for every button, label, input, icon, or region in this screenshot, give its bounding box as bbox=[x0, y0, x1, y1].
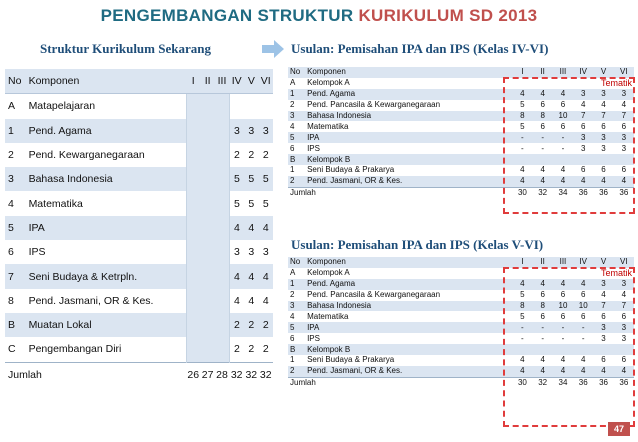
row-label: Matematika bbox=[307, 311, 349, 321]
row-label: Seni Budaya & Prakarya bbox=[307, 165, 395, 175]
cell-value: - bbox=[581, 333, 585, 343]
cell-value: 5 bbox=[520, 290, 525, 300]
row-label: Pend. Agama bbox=[305, 89, 512, 100]
cell-value: 3 bbox=[573, 132, 593, 143]
cell-value: 4 bbox=[593, 176, 613, 187]
column-header: II bbox=[533, 257, 553, 268]
cell-value: 3 bbox=[601, 333, 606, 343]
cell-value: 5 bbox=[520, 100, 525, 110]
right2-heading-paren: (Kelas V-VI) bbox=[473, 237, 544, 252]
cell-value: 4 bbox=[512, 366, 532, 377]
cell-value: 8 bbox=[512, 301, 532, 312]
left-heading: Struktur Kurikulum Sekarang bbox=[40, 41, 211, 56]
row-label: Pend. Kewarganegaraan bbox=[28, 149, 145, 162]
cell-value: 4 bbox=[540, 355, 545, 365]
current-structure-table bbox=[5, 69, 273, 387]
cell-value: 10 bbox=[553, 111, 573, 122]
cell-value: 5 bbox=[244, 167, 258, 191]
column-header: No bbox=[288, 67, 305, 78]
cell-value: 4 bbox=[244, 216, 258, 240]
column-header: No bbox=[288, 257, 305, 268]
cell-value: - bbox=[541, 143, 544, 153]
cell-value: 6 bbox=[581, 165, 586, 175]
row-number: 1 bbox=[288, 279, 305, 290]
cell-value: - bbox=[553, 322, 573, 333]
cell-value: 5 bbox=[234, 197, 240, 210]
cell-value bbox=[259, 94, 273, 119]
cell-value: 8 bbox=[533, 301, 553, 312]
table-row bbox=[5, 94, 273, 119]
row-number: A bbox=[290, 78, 296, 88]
cell-value: 6 bbox=[560, 290, 566, 300]
column-header: III bbox=[215, 69, 229, 94]
slide-title-part2: KURIKULUM SD 2013 bbox=[358, 6, 538, 25]
row-label: Bahasa Indonesia bbox=[305, 301, 512, 312]
cell-value: 3 bbox=[581, 143, 586, 153]
cell-value: 6 bbox=[560, 100, 566, 110]
cell-value: 6 bbox=[540, 290, 545, 300]
highlight-box bbox=[503, 77, 635, 214]
cell-value: - bbox=[512, 322, 532, 333]
column-header: VI bbox=[259, 69, 273, 94]
cell-value: 4 bbox=[593, 366, 613, 377]
cell-value: 4 bbox=[540, 165, 545, 175]
cell-value: 4 bbox=[601, 100, 606, 110]
table-header-row bbox=[5, 69, 273, 94]
cell-value: 4 bbox=[621, 100, 627, 110]
row-label: Muatan Lokal bbox=[26, 313, 186, 337]
cell-value: 3 bbox=[262, 246, 269, 259]
table-row bbox=[5, 337, 273, 362]
total-value: 36 bbox=[614, 377, 634, 388]
cell-value: 4 bbox=[262, 294, 269, 307]
row-label: Bahasa Indonesia bbox=[26, 167, 186, 191]
column-header: Komponen bbox=[305, 257, 512, 268]
table-row bbox=[5, 240, 273, 264]
row-number: 1 bbox=[290, 355, 295, 365]
row-number: 2 bbox=[290, 100, 295, 110]
column-header: Komponen bbox=[26, 69, 186, 94]
total-value: 32 bbox=[244, 362, 258, 387]
highlight-box bbox=[503, 267, 635, 427]
cell-value: 4 bbox=[614, 366, 634, 377]
cell-value: 3 bbox=[259, 119, 273, 143]
cell-value: 4 bbox=[573, 176, 593, 187]
row-number: 2 bbox=[290, 290, 295, 300]
row-label: Kelompok A bbox=[307, 268, 350, 278]
row-number: 3 bbox=[288, 111, 305, 122]
row-label: IPS bbox=[307, 143, 320, 153]
right2-heading-main: Usulan: Pemisahan IPA dan IPS bbox=[291, 237, 470, 252]
column-header: IV bbox=[573, 257, 593, 268]
cell-value: - bbox=[561, 143, 565, 153]
row-label: Seni Budaya & Ketrpln. bbox=[26, 264, 186, 288]
cell-value: 3 bbox=[614, 132, 634, 143]
row-label: IPS bbox=[307, 333, 320, 343]
cell-value: 4 bbox=[581, 355, 586, 365]
cell-value: 3 bbox=[248, 246, 255, 259]
cell-value: 3 bbox=[593, 89, 613, 100]
cell-value: 6 bbox=[560, 311, 566, 321]
right1-heading bbox=[291, 41, 548, 57]
cell-value: - bbox=[561, 333, 565, 343]
column-header: II bbox=[533, 67, 553, 78]
table-row bbox=[5, 191, 273, 215]
row-label: Pend. Agama bbox=[305, 279, 512, 290]
cell-value: 2 bbox=[259, 313, 273, 337]
slide-title bbox=[0, 6, 638, 26]
right1-heading-paren: (Kelas IV-VI) bbox=[473, 41, 549, 56]
cell-value: 3 bbox=[614, 322, 634, 333]
cell-value: 4 bbox=[512, 89, 532, 100]
tematik-label: Tematik bbox=[600, 268, 632, 279]
cell-value: 4 bbox=[553, 279, 573, 290]
row-label: IPA bbox=[305, 132, 512, 143]
cell-value: - bbox=[521, 333, 524, 343]
column-header: VI bbox=[614, 67, 634, 78]
table-row bbox=[5, 289, 273, 313]
row-number: 7 bbox=[5, 264, 26, 288]
cell-value: 6 bbox=[601, 311, 606, 321]
cell-value: 4 bbox=[248, 294, 255, 307]
cell-value: 4 bbox=[560, 165, 566, 175]
total-value: 34 bbox=[553, 377, 573, 388]
total-value: 26 bbox=[186, 362, 200, 387]
total-value: 30 bbox=[512, 377, 532, 388]
row-number: B bbox=[288, 154, 305, 165]
cell-value: 4 bbox=[533, 176, 553, 187]
row-number: B bbox=[288, 344, 305, 355]
row-label: Pend. Jasmani, OR & Kes. bbox=[305, 176, 512, 187]
total-value: 28 bbox=[215, 362, 229, 387]
cell-value: 4 bbox=[621, 290, 627, 300]
total-value: 32 bbox=[259, 362, 273, 387]
cell-value: 3 bbox=[614, 279, 634, 290]
cell-value: - bbox=[541, 333, 544, 343]
cell-value: 3 bbox=[593, 132, 613, 143]
column-header: I bbox=[186, 69, 200, 94]
cell-value: 8 bbox=[533, 111, 553, 122]
row-label: Kelompok A bbox=[307, 78, 350, 88]
row-number: 6 bbox=[290, 333, 295, 343]
row-number: 8 bbox=[8, 294, 14, 307]
cell-value: 4 bbox=[560, 355, 566, 365]
row-label: Seni Budaya & Prakarya bbox=[307, 355, 395, 365]
total-value: 30 bbox=[512, 187, 532, 198]
row-label: Matematika bbox=[307, 121, 349, 131]
cell-value: 4 bbox=[520, 165, 525, 175]
cell-value: 7 bbox=[593, 301, 613, 312]
column-header: No bbox=[5, 69, 26, 94]
cell-value: - bbox=[553, 132, 573, 143]
row-label: IPA bbox=[26, 216, 186, 240]
column-header: III bbox=[553, 257, 573, 268]
cell-value: 4 bbox=[573, 279, 593, 290]
row-label: IPA bbox=[305, 322, 512, 333]
cell-value: 6 bbox=[581, 290, 586, 300]
cell-value: 4 bbox=[533, 279, 553, 290]
column-header: V bbox=[593, 67, 613, 78]
cell-value: 2 bbox=[262, 343, 269, 356]
cell-value: 3 bbox=[593, 322, 613, 333]
row-number: 4 bbox=[290, 121, 295, 131]
cell-value: 4 bbox=[512, 279, 532, 290]
total-value: 27 bbox=[200, 362, 214, 387]
cell-value: 5 bbox=[520, 121, 525, 131]
row-number: 5 bbox=[288, 322, 305, 333]
row-label: Kelompok B bbox=[305, 344, 512, 355]
cell-value: 2 bbox=[248, 149, 255, 162]
row-number: A bbox=[8, 100, 16, 113]
row-label: Pend. Agama bbox=[26, 119, 186, 143]
cell-value: 2 bbox=[229, 313, 244, 337]
row-number: 4 bbox=[8, 197, 14, 210]
row-label: Pengembangan Diri bbox=[28, 343, 122, 356]
cell-value: 2 bbox=[262, 149, 269, 162]
table-row bbox=[5, 216, 273, 240]
total-value: 32 bbox=[229, 362, 244, 387]
cell-value: 4 bbox=[573, 366, 593, 377]
cell-value: 4 bbox=[229, 216, 244, 240]
row-number: 3 bbox=[288, 301, 305, 312]
cell-value: 2 bbox=[248, 343, 255, 356]
row-label: Pend. Jasmani, OR & Kes. bbox=[305, 366, 512, 377]
row-label: Pend. Pancasila & Kewarganegaraan bbox=[307, 100, 441, 110]
cell-value: 4 bbox=[520, 355, 525, 365]
cell-value: 6 bbox=[621, 121, 627, 131]
row-label: Bahasa Indonesia bbox=[305, 111, 512, 122]
tematik-label: Tematik bbox=[600, 78, 632, 89]
row-label: IPS bbox=[28, 246, 46, 259]
cell-value: 6 bbox=[540, 100, 545, 110]
table-row bbox=[5, 143, 273, 167]
column-header: IV bbox=[229, 69, 244, 94]
cell-value: - bbox=[533, 322, 553, 333]
cell-value: 4 bbox=[601, 290, 606, 300]
cell-value: 5 bbox=[259, 167, 273, 191]
cell-value: 10 bbox=[573, 301, 593, 312]
cell-value: 3 bbox=[593, 279, 613, 290]
total-value: 32 bbox=[533, 187, 553, 198]
cell-value: 7 bbox=[614, 301, 634, 312]
cell-value: 4 bbox=[533, 89, 553, 100]
slide-title-part1: PENGEMBANGAN STRUKTUR bbox=[100, 6, 354, 25]
cell-value: 3 bbox=[601, 143, 606, 153]
row-number: 1 bbox=[288, 89, 305, 100]
cell-value: 4 bbox=[553, 366, 573, 377]
column-header: VI bbox=[614, 257, 634, 268]
column-header: V bbox=[593, 257, 613, 268]
cell-value: 4 bbox=[259, 264, 273, 288]
cell-value: 3 bbox=[621, 333, 627, 343]
row-number: 1 bbox=[5, 119, 26, 143]
cell-value: 3 bbox=[234, 246, 240, 259]
row-number: 6 bbox=[290, 143, 295, 153]
cell-value: 4 bbox=[553, 176, 573, 187]
cell-value: 6 bbox=[560, 121, 566, 131]
cell-value: 7 bbox=[614, 111, 634, 122]
table-row bbox=[5, 264, 273, 288]
total-label: Jumlah bbox=[288, 187, 512, 198]
row-number: 2 bbox=[8, 149, 14, 162]
row-label: Matematika bbox=[28, 197, 83, 210]
cell-value: 4 bbox=[581, 100, 586, 110]
column-header: I bbox=[512, 67, 532, 78]
total-value: 36 bbox=[573, 377, 593, 388]
cell-value: 4 bbox=[614, 176, 634, 187]
total-value: 36 bbox=[614, 187, 634, 198]
row-number: C bbox=[8, 343, 16, 356]
cell-value: 3 bbox=[229, 119, 244, 143]
column-header: Komponen bbox=[305, 67, 512, 78]
cell-value: 10 bbox=[553, 301, 573, 312]
cell-value: 6 bbox=[601, 355, 606, 365]
table-row bbox=[5, 119, 273, 143]
cell-value: 3 bbox=[573, 89, 593, 100]
row-number: 5 bbox=[5, 216, 26, 240]
cell-value: 3 bbox=[614, 89, 634, 100]
cell-value: 3 bbox=[621, 143, 627, 153]
cell-value: 6 bbox=[601, 165, 606, 175]
total-label: Jumlah bbox=[288, 377, 512, 388]
total-value: 36 bbox=[573, 187, 593, 198]
cell-value: 5 bbox=[248, 197, 255, 210]
cell-value: 4 bbox=[512, 176, 532, 187]
row-number: B bbox=[5, 313, 26, 337]
cell-value bbox=[229, 94, 244, 119]
cell-value: 8 bbox=[512, 111, 532, 122]
page-number: 47 bbox=[608, 422, 630, 436]
cell-value: 4 bbox=[533, 366, 553, 377]
total-value: 34 bbox=[553, 187, 573, 198]
row-label: Pend. Pancasila & Kewarganegaraan bbox=[307, 290, 441, 300]
row-number: 4 bbox=[290, 311, 295, 321]
column-header: I bbox=[512, 257, 532, 268]
cell-value: - bbox=[573, 322, 593, 333]
cell-value: 6 bbox=[581, 311, 586, 321]
row-number: 2 bbox=[288, 176, 305, 187]
row-number: 3 bbox=[5, 167, 26, 191]
cell-value: 3 bbox=[244, 119, 258, 143]
column-header: III bbox=[553, 67, 573, 78]
row-label: Matapelajaran bbox=[28, 100, 96, 113]
cell-value: 6 bbox=[581, 121, 586, 131]
cell-value: 5 bbox=[262, 197, 269, 210]
cell-value: 4 bbox=[244, 264, 258, 288]
cell-value bbox=[244, 94, 258, 119]
cell-value: 6 bbox=[621, 355, 627, 365]
cell-value: 6 bbox=[540, 121, 545, 131]
table-row bbox=[5, 167, 273, 191]
cell-value: 6 bbox=[601, 121, 606, 131]
cell-value: 4 bbox=[229, 264, 244, 288]
total-value: 32 bbox=[533, 377, 553, 388]
cell-value: 5 bbox=[229, 167, 244, 191]
row-number: 1 bbox=[290, 165, 295, 175]
cell-value: 7 bbox=[593, 111, 613, 122]
column-header: II bbox=[200, 69, 214, 94]
column-header: V bbox=[244, 69, 258, 94]
row-number: A bbox=[290, 268, 296, 278]
cell-value: 2 bbox=[234, 149, 240, 162]
cell-value: 7 bbox=[573, 111, 593, 122]
cell-value: 2 bbox=[244, 313, 258, 337]
row-label: Pend. Jasmani, OR & Kes. bbox=[28, 294, 154, 307]
cell-value: 4 bbox=[259, 216, 273, 240]
row-number: 2 bbox=[288, 366, 305, 377]
cell-value: - bbox=[512, 132, 532, 143]
cell-value: 2 bbox=[234, 343, 240, 356]
cell-value: - bbox=[521, 143, 524, 153]
cell-value: - bbox=[533, 132, 553, 143]
column-header: IV bbox=[573, 67, 593, 78]
table-row bbox=[5, 313, 273, 337]
total-value: 36 bbox=[593, 187, 613, 198]
merged-cell-grades-i-iii bbox=[186, 94, 229, 362]
right2-heading bbox=[291, 237, 543, 253]
cell-value: 4 bbox=[234, 294, 240, 307]
row-label: Kelompok B bbox=[305, 154, 512, 165]
cell-value: 6 bbox=[621, 311, 627, 321]
cell-value: 4 bbox=[553, 89, 573, 100]
total-value: 36 bbox=[593, 377, 613, 388]
total-row bbox=[5, 362, 273, 387]
cell-value: 6 bbox=[540, 311, 545, 321]
row-number: 5 bbox=[288, 132, 305, 143]
cell-value: 6 bbox=[621, 165, 627, 175]
cell-value: 5 bbox=[520, 311, 525, 321]
total-label: Jumlah bbox=[5, 362, 186, 387]
row-number: 6 bbox=[8, 246, 14, 259]
right1-heading-main: Usulan: Pemisahan IPA dan IPS bbox=[291, 41, 470, 56]
